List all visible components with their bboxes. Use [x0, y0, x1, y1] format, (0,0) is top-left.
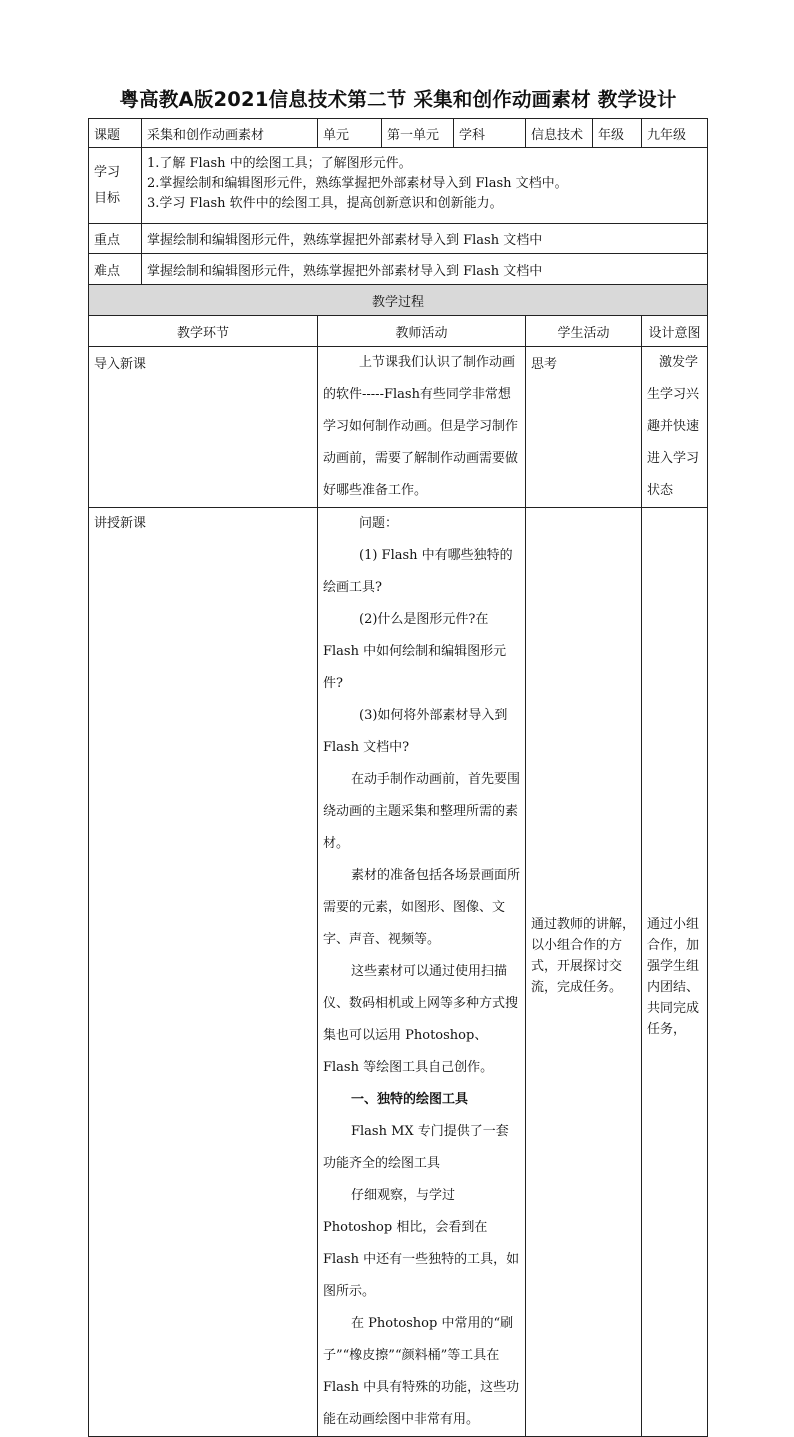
goals-label-line2: 目标: [94, 190, 121, 206]
lecture-paragraph: 在 Photoshop 中常用的“刷子”“橡皮擦”“颜料桶”等工具在 Flash 中具有特殊的功能，这些功能在动画绘图中非常有用。: [323, 1316, 520, 1427]
goal-item: 3.学习 Flash 软件中的绘图工具，提高创新意识和创新能力。: [147, 196, 503, 211]
intro-teacher-text: 上节课我们认识了制作动画的软件-----Flash有些同学非常想学习如何制作动画。但是学习制作动画前，需要了解制作动画需要做好哪些准备工作。: [323, 355, 519, 498]
header-row: [89, 119, 708, 148]
column-header-purpose: 设计意图: [642, 316, 708, 347]
intro-student: 思考: [526, 347, 642, 508]
goals-label-line1: 学习: [94, 164, 121, 180]
topic-label: 课题: [89, 119, 142, 148]
intro-row: [89, 347, 708, 508]
column-header-student: 学生活动: [526, 316, 642, 347]
process-header: 教学过程: [89, 285, 708, 316]
lecture-paragraph: (3)如何将外部素材导入到 Flash 文档中?: [323, 708, 508, 755]
lecture-row: [89, 508, 708, 1437]
intro-stage: 导入新课: [89, 347, 318, 508]
lecture-student: 通过教师的讲解，以小组合作的方式，开展探讨交流，完成任务。: [526, 508, 642, 1437]
lecture-paragraph: Flash MX 专门提供了一套功能齐全的绘图工具: [323, 1124, 509, 1171]
lesson-plan-table: [88, 118, 708, 1437]
difficulty-row: [89, 254, 708, 285]
intro-purpose: [642, 347, 708, 508]
difficulty-value: 掌握绘制和编辑图形元件，熟练掌握把外部素材导入到 Flash 文档中: [142, 254, 708, 285]
lecture-paragraph: 这些素材可以通过使用扫描仪、数码相机或上网等多种方式搜集也可以运用 Photoshop、 Flash 等绘图工具自己创作。: [323, 964, 519, 1075]
unit-label: 单元: [318, 119, 382, 148]
lecture-section-heading: 一、独特的绘图工具: [351, 1092, 469, 1107]
grade-value: 九年级: [642, 119, 708, 148]
lecture-paragraph: (2)什么是图形元件?在 Flash 中如何绘制和编辑图形元件?: [323, 612, 507, 691]
lecture-stage: 讲授新课: [89, 508, 318, 1437]
goals-label: [89, 148, 142, 224]
key-point-label: 重点: [89, 224, 142, 254]
lecture-paragraph: 在动手制作动画前，首先要围绕动画的主题采集和整理所需的素材。: [323, 772, 521, 851]
key-point-value: 掌握绘制和编辑图形元件，熟练掌握把外部素材导入到 Flash 文档中: [142, 224, 708, 254]
grade-label: 年级: [593, 119, 642, 148]
goals-content: [142, 148, 708, 224]
column-header-row: [89, 316, 708, 347]
subject-value: 信息技术: [526, 119, 593, 148]
subject-label: 学科: [454, 119, 526, 148]
document-title: 粤高教A版2021信息技术第二节 采集和创作动画素材 教学设计: [119, 88, 677, 111]
lecture-teacher: [318, 508, 526, 1437]
lecture-paragraph: 素材的准备包括各场景画面所需要的元素，如图形、图像、文字、声音、视频等。: [323, 868, 521, 947]
process-header-row: [89, 285, 708, 316]
difficulty-label: 难点: [89, 254, 142, 285]
column-header-teacher: 教师活动: [318, 316, 526, 347]
unit-value: 第一单元: [382, 119, 454, 148]
lecture-paragraph: 仔细观察，与学过 Photoshop 相比，会看到在 Flash 中还有一些独特的工具，如图所示。: [323, 1188, 520, 1299]
topic-value: 采集和创作动画素材: [142, 119, 318, 148]
intro-teacher: [318, 347, 526, 508]
lecture-purpose: 通过小组合作，加强学生组内团结、共同完成任务，: [642, 508, 708, 1437]
lecture-paragraph: (1) Flash 中有哪些独特的绘画工具?: [323, 548, 513, 595]
intro-purpose-text: 激发学生学习兴趣并快速进入学习状态: [647, 355, 700, 498]
goal-item: 1.了解 Flash 中的绘图工具；了解图形元件。: [147, 156, 412, 171]
goals-row: [89, 148, 708, 224]
column-header-stage: 教学环节: [89, 316, 318, 347]
lecture-paragraph: 问题：: [359, 516, 399, 531]
goal-item: 2.掌握绘制和编辑图形元件，熟练掌握把外部素材导入到 Flash 文档中。: [147, 176, 568, 191]
key-point-row: [89, 224, 708, 254]
